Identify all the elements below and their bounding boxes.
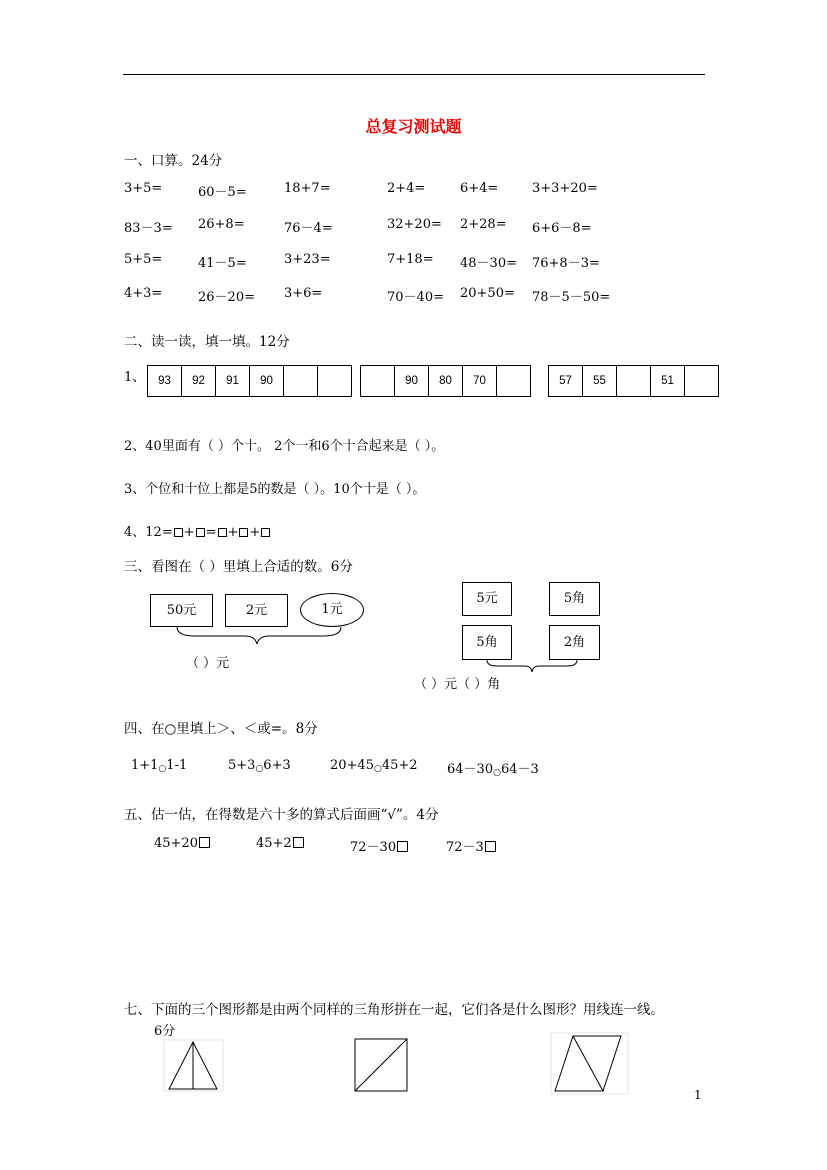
number-sequence-table-1	[147, 365, 352, 397]
answer-box[interactable]	[261, 528, 270, 537]
math-problem: 3+6=	[284, 286, 323, 301]
number-cell: 91	[216, 366, 250, 397]
money-box-5-yuan: 5元	[462, 582, 512, 616]
math-problem: 70－40=	[387, 290, 444, 305]
compare-left: 64－30	[447, 762, 494, 777]
compare-right: 64－3	[500, 762, 539, 777]
math-problem: 6+6－8=	[532, 221, 592, 236]
math-problem: 76+8－3=	[532, 256, 600, 271]
right-brace	[485, 660, 585, 674]
left-brace	[175, 627, 345, 647]
question-4	[124, 521, 271, 540]
math-problem: 20+50=	[460, 286, 515, 301]
number-cell: 90	[395, 366, 429, 397]
section-7-heading: 七、下面的三个图形都是由两个同样的三角形拼在一起，它们各是什么图形？用线连一线。	[124, 1002, 664, 1018]
check-box[interactable]	[485, 841, 496, 852]
number-cell: 51	[651, 366, 685, 397]
math-problem: 76－4=	[284, 221, 333, 236]
estimate-expression: 72－30	[350, 840, 397, 855]
math-problem: 78－5－50=	[532, 290, 611, 305]
math-problem: 3+3+20=	[532, 181, 598, 196]
math-problem: 18+7=	[284, 181, 331, 196]
question-1-label: 1、	[124, 370, 146, 385]
blank-cell[interactable]	[497, 366, 531, 397]
right-answer: （ ）元（ ）角	[414, 677, 501, 692]
math-problem: 4+3=	[124, 286, 163, 301]
triangle-figure	[164, 1040, 224, 1092]
square-figure	[354, 1038, 410, 1094]
section-5-heading: 五、估一估，在得数是六十多的算式后面画“√”。4分	[124, 807, 439, 823]
page-title: 总复习测试题	[365, 117, 462, 136]
number-cell: 70	[463, 366, 497, 397]
estimate-expression: 45+2	[256, 836, 292, 851]
compare-circle[interactable]: ○	[493, 768, 501, 778]
compare-right: 45+2	[381, 758, 418, 773]
operator: +	[249, 525, 261, 540]
question-3: 3、个位和十位上都是5的数是（ ）。10个十是（ ）。	[124, 482, 426, 497]
answer-box[interactable]	[196, 528, 205, 537]
math-problem: 2+28=	[460, 217, 507, 232]
math-problem: 60－5=	[198, 185, 247, 200]
blank-cell[interactable]	[318, 366, 352, 397]
math-problem: 5+5=	[124, 252, 163, 267]
math-problem: 26－20=	[198, 290, 255, 305]
math-problem: 2+4=	[387, 181, 426, 196]
math-problem: 32+20=	[387, 217, 442, 232]
estimate-item	[256, 836, 305, 851]
number-cell: 57	[549, 366, 583, 397]
estimate-item	[154, 836, 211, 851]
estimate-item	[446, 836, 497, 855]
money-box-5-jiao-top: 5角	[549, 582, 600, 616]
math-problem: 83－3=	[124, 221, 173, 236]
section-3-heading: 三、看图在（ ）里填上合适的数。6分	[124, 559, 353, 575]
math-problem: 48－30=	[460, 256, 517, 271]
operator: +	[227, 525, 239, 540]
check-box[interactable]	[293, 837, 304, 848]
number-cell: 80	[429, 366, 463, 397]
check-box[interactable]	[397, 841, 408, 852]
math-problem: 6+4=	[460, 181, 499, 196]
estimate-expression: 45+20	[154, 836, 198, 851]
number-cell: 90	[250, 366, 284, 397]
compare-item	[330, 758, 418, 774]
money-box-5-jiao: 5角	[462, 625, 512, 660]
compare-left: 5+3	[228, 758, 256, 773]
compare-left: 1+1	[131, 758, 159, 773]
compare-item	[447, 758, 539, 778]
compare-left: 20+45	[330, 758, 374, 773]
section-1-heading: 一、口算。24分	[124, 153, 223, 169]
number-sequence-table-3	[548, 365, 719, 397]
money-coin-1-yuan: 1元	[300, 593, 364, 627]
page-number: 1	[694, 1088, 702, 1102]
blank-cell[interactable]	[361, 366, 395, 397]
math-problem: 41－5=	[198, 256, 247, 271]
number-cell: 92	[182, 366, 216, 397]
money-box-50-yuan: 50元	[150, 594, 213, 627]
section-7-points: 6分	[154, 1024, 176, 1039]
number-sequence-table-2	[360, 365, 531, 397]
answer-box[interactable]	[174, 528, 183, 537]
parallelogram-figure	[551, 1033, 629, 1095]
section-4-heading: 四、在○里填上＞、＜或=。8分	[124, 721, 318, 737]
question-4-prefix: 4、12=	[124, 525, 173, 540]
estimate-item	[350, 836, 409, 855]
compare-item	[131, 758, 187, 774]
blank-cell[interactable]	[685, 366, 719, 397]
math-problem: 26+8=	[198, 217, 245, 232]
compare-circle[interactable]: ○	[158, 764, 167, 774]
math-problem: 3+5=	[124, 181, 163, 196]
check-box[interactable]	[199, 837, 210, 848]
operator: =	[205, 525, 217, 540]
question-2: 2、40里面有（ ）个十。 2个一和6个十合起来是（ ）。	[124, 439, 445, 454]
left-answer: （ ）元	[186, 656, 230, 671]
compare-item	[228, 758, 291, 774]
compare-circle[interactable]: ○	[373, 764, 382, 774]
answer-box[interactable]	[239, 528, 248, 537]
money-box-2-yuan: 2元	[225, 594, 288, 627]
operator: +	[183, 525, 195, 540]
section-2-heading: 二、读一读，填一填。12分	[124, 334, 290, 350]
math-problem: 7+18=	[387, 252, 434, 267]
money-box-2-jiao: 2角	[549, 625, 600, 660]
estimate-expression: 72－3	[446, 840, 484, 855]
blank-cell[interactable]	[617, 366, 651, 397]
compare-right: 1-1	[166, 758, 188, 773]
number-cell: 93	[148, 366, 182, 397]
answer-box[interactable]	[218, 528, 227, 537]
blank-cell[interactable]	[284, 366, 318, 397]
number-cell: 55	[583, 366, 617, 397]
header-rule	[123, 74, 705, 75]
math-problem: 3+23=	[284, 252, 331, 267]
compare-right: 6+3	[263, 758, 291, 773]
compare-circle[interactable]: ○	[255, 764, 264, 774]
